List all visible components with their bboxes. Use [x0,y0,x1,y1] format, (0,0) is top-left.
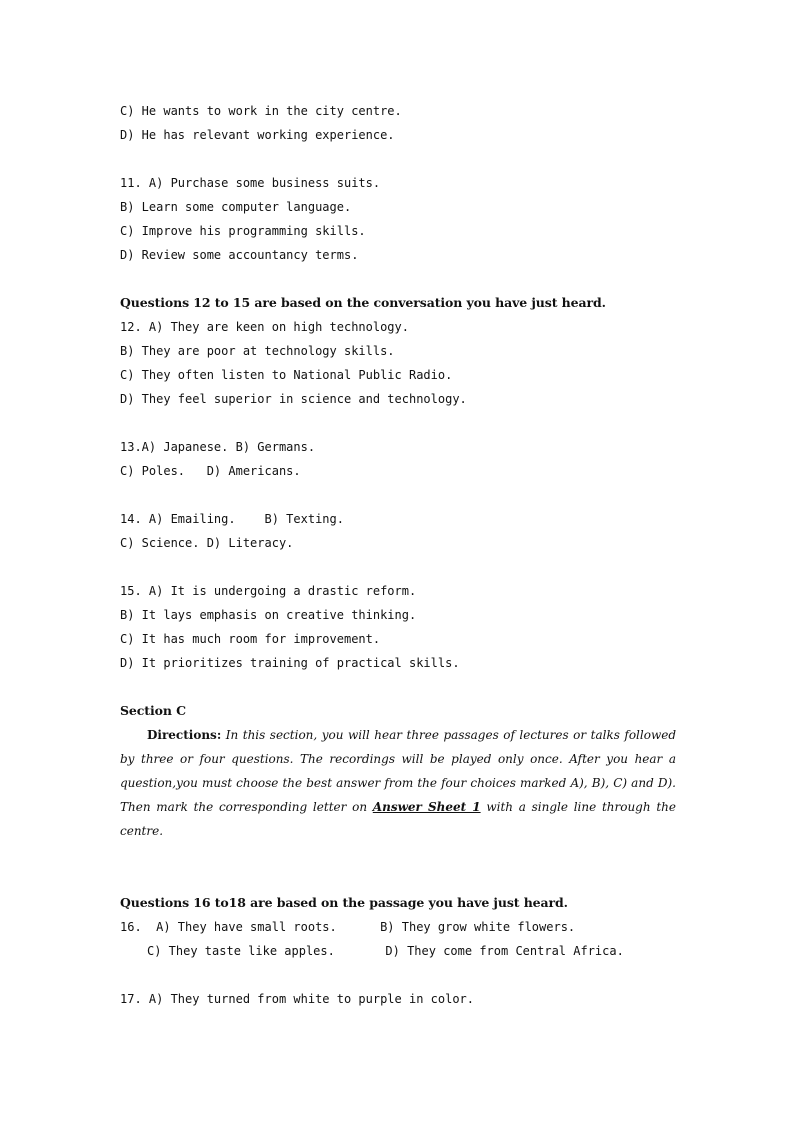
q13-options-cd: C) Poles. D) Americans. [120,464,301,478]
q10-option-c: C) He wants to work in the city centre. [120,104,402,118]
q15-option-c: C) It has much room for improvement. [120,632,381,646]
q11-option-a: 11. A) Purchase some business suits. [120,176,381,190]
q14-options-ab: 14. A) Emailing. B) Texting. [120,512,344,526]
q12-option-d: D) They feel superior in science and technology. [120,392,467,406]
q16-options-cd: C) They taste like apples. D) They come from Central Africa. [147,944,624,958]
q11-option-d: D) Review some accountancy terms. [120,248,359,262]
questions-16-18-heading: Questions 16 to18 are based on the passage you have just heard. [120,895,568,910]
directions-end: with a single line through the centre. [120,800,676,838]
q17-option-a: 17. A) They turned from white to purple in color. [120,992,475,1006]
section-c-directions [120,723,676,843]
q10-option-d: D) He has relevant working experience. [120,128,395,142]
q12-option-c: C) They often listen to National Public Radio. [120,368,453,382]
q13-options-ab: 13.A) Japanese. B) Germans. [120,440,316,454]
q12-option-b: B) They are poor at technology skills. [120,344,395,358]
q15-option-b: B) It lays emphasis on creative thinking. [120,608,417,622]
directions-text: In this section, you will hear three passages of lectures or talks followed by three or four questions. The recordings will be played only once. After you hear a question,you must choose the best answer from the four choices marked A), B), C) and D). Then mark the corresponding letter on [120,728,676,814]
q11-option-c: C) Improve his programming skills. [120,224,366,238]
q16-options-ab: 16. A) They have small roots. B) They grow white flowers. [120,920,576,934]
q14-options-cd: C) Science. D) Literacy. [120,536,294,550]
answer-sheet-reference: Answer Sheet 1 [372,800,481,814]
q11-option-b: B) Learn some computer language. [120,200,352,214]
section-c-title: Section C [120,703,186,718]
q12-option-a: 12. A) They are keen on high technology. [120,320,409,334]
q15-option-d: D) It prioritizes training of practical skills. [120,656,460,670]
questions-12-15-heading: Questions 12 to 15 are based on the conversation you have just heard. [120,295,606,310]
directions-label: Directions: [147,728,222,742]
q15-option-a: 15. A) It is undergoing a drastic reform. [120,584,417,598]
